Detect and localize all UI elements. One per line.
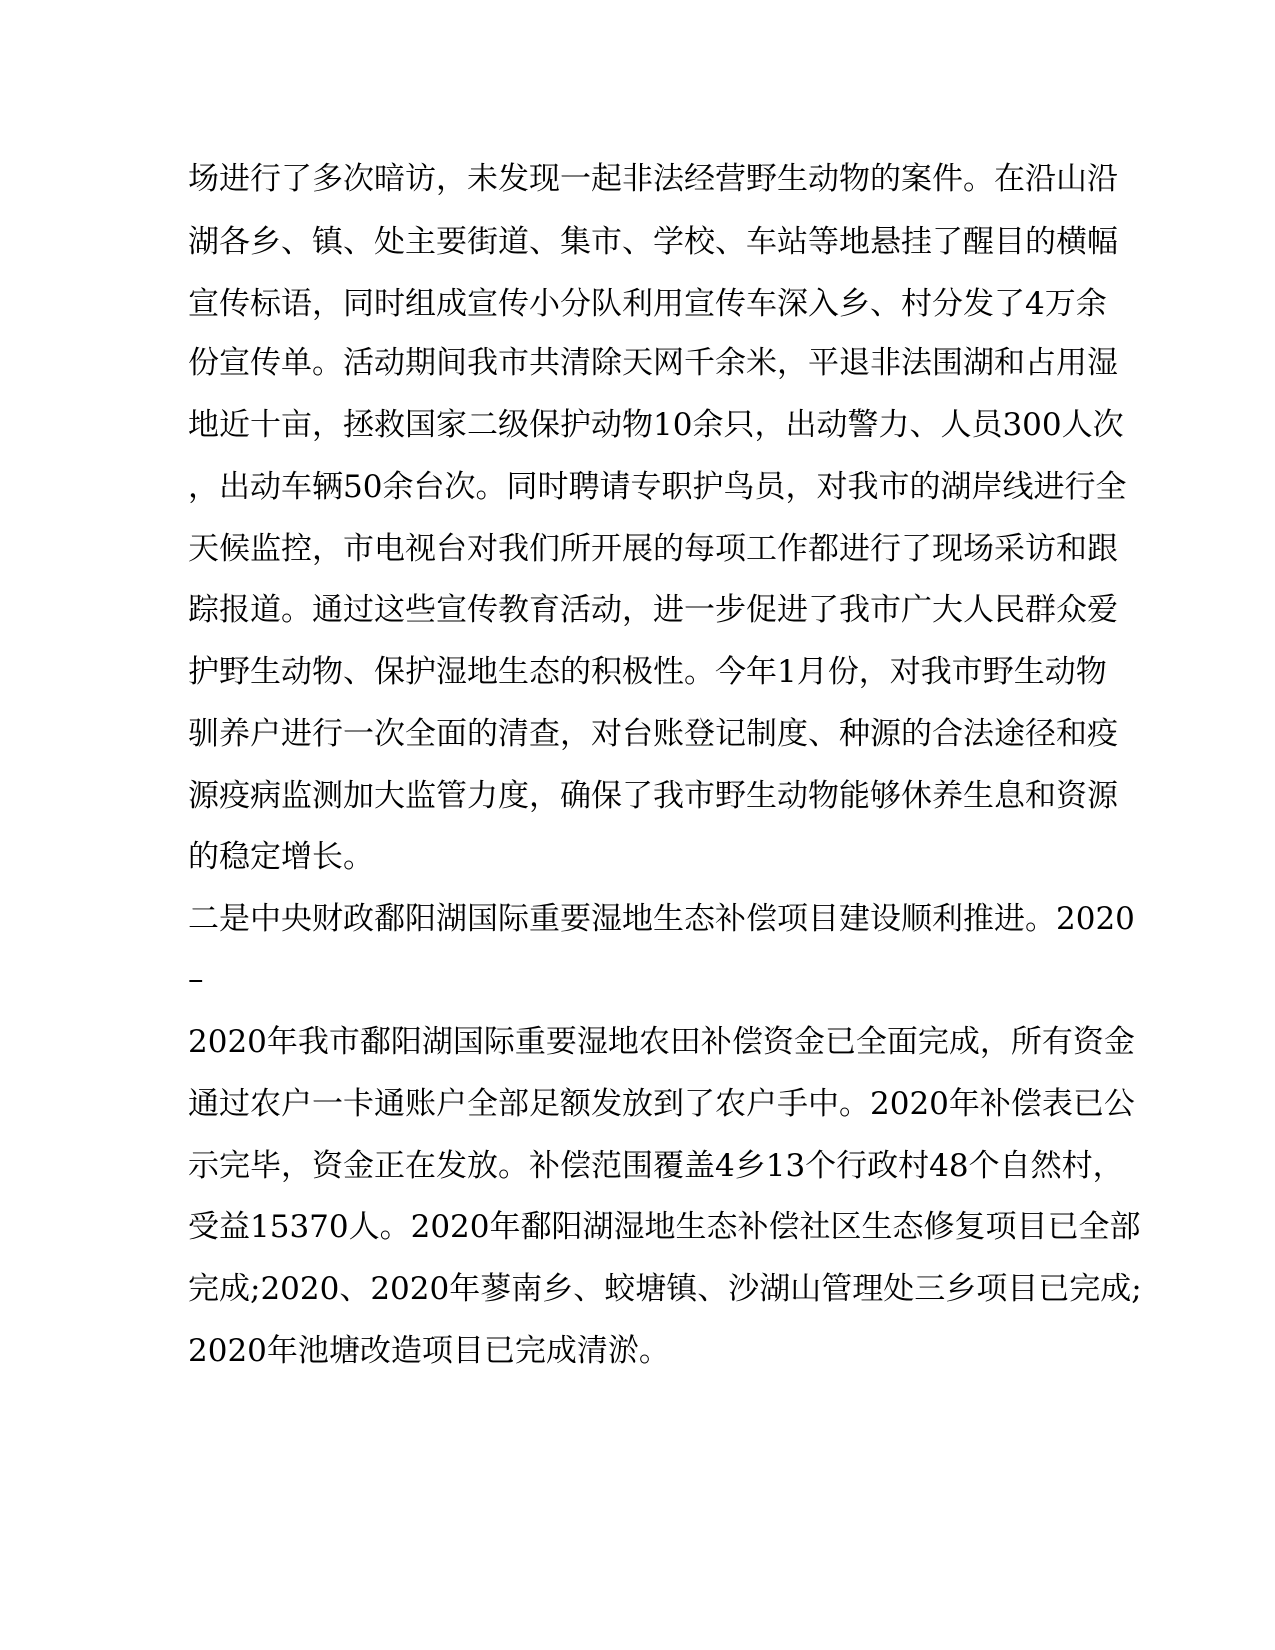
text-line: 驯养户进行一次全面的清查，对台账登记制度、种源的合法途径和疫 bbox=[188, 716, 1118, 752]
text-line: 踪报道。通过这些宣传教育活动，进一步促进了我市广大人民群众爱 bbox=[188, 592, 1118, 628]
text-line: 受益15370人。2020年鄱阳湖湿地生态补偿社区生态修复项目已全部 bbox=[188, 1209, 1141, 1245]
text-line: 宣传标语，同时组成宣传小分队利用宣传车深入乡、村分发了4万余 bbox=[188, 286, 1107, 322]
text-line: 份宣传单。活动期间我市共清除天网千余米，平退非法围湖和占用湿 bbox=[188, 345, 1118, 381]
text-line: 示完毕，资金正在发放。补偿范围覆盖4乡13个行政村48个自然村， bbox=[188, 1148, 1124, 1184]
text-line: 完成;2020、2020年蓼南乡、蛟塘镇、沙湖山管理处三乡项目已完成; bbox=[188, 1271, 1142, 1307]
text-line: 湖各乡、镇、处主要街道、集市、学校、车站等地悬挂了醒目的横幅 bbox=[188, 224, 1118, 260]
text-line: 护野生动物、保护湿地生态的积极性。今年1月份，对我市野生动物 bbox=[188, 654, 1107, 690]
text-line: 2020年池塘改造项目已完成清淤。 bbox=[188, 1333, 670, 1369]
text-line: 二是中央财政鄱阳湖国际重要湿地生态补偿项目建设顺利推进。2020 bbox=[188, 901, 1135, 937]
text-line: 地近十亩，拯救国家二级保护动物10余只，出动警力、人员300人次 bbox=[188, 407, 1124, 443]
text-line: 通过农户一卡通账户全部足额发放到了农户手中。2020年补偿表已公 bbox=[188, 1086, 1135, 1122]
text-line: 2020年我市鄱阳湖国际重要湿地农田补偿资金已全面完成，所有资金 bbox=[188, 1024, 1135, 1060]
text-line: 天候监控，市电视台对我们所开展的每项工作都进行了现场采访和跟 bbox=[188, 531, 1118, 567]
text-line: ，出动车辆50余台次。同时聘请专职护鸟员，对我市的湖岸线进行全 bbox=[188, 469, 1127, 505]
text-line: 源疫病监测加大监管力度，确保了我市野生动物能够休养生息和资源 bbox=[188, 778, 1118, 814]
text-line: 的稳定增长。 bbox=[188, 839, 374, 875]
text-line: – bbox=[188, 961, 204, 997]
text-line: 场进行了多次暗访，未发现一起非法经营野生动物的案件。在沿山沿 bbox=[188, 161, 1118, 197]
